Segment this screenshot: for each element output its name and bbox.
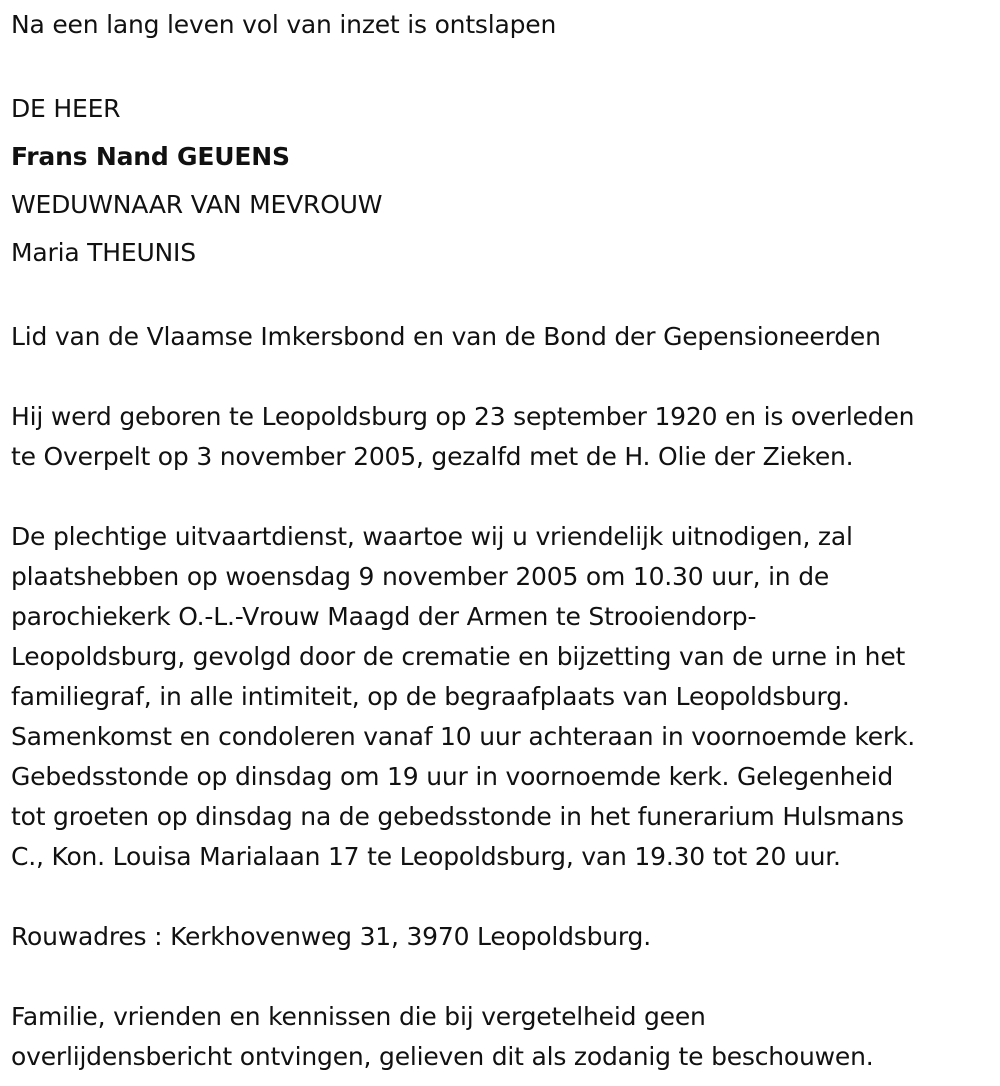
paragraph-line: overlijdensbericht ontvingen, gelieven dit als zodanig te beschouwen. (11, 1042, 874, 1071)
paragraph-line: plaatshebben op woensdag 9 november 2005 om 10.30 uur, in de (11, 562, 830, 591)
paragraph-line: familiegraf, in alle intimiteit, op de begraafplaats van Leopoldsburg. (11, 682, 850, 711)
funeral-service-paragraph (11, 517, 996, 877)
title-prefix: DE HEER (11, 94, 121, 123)
spacer (11, 477, 996, 517)
spacer (11, 957, 996, 997)
spacer (11, 277, 996, 317)
paragraph-line: parochiekerk O.-L.-Vrouw Maagd der Armen te Strooiendorp- (11, 602, 757, 631)
birth-death-paragraph (11, 397, 996, 477)
obituary-notice (11, 5, 996, 1077)
relation-label: WEDUWNAAR VAN MEVROUW (11, 190, 383, 219)
paragraph-line: tot groeten op dinsdag na de gebedsstonde in het funerarium Hulsmans (11, 802, 904, 831)
mourning-address: Rouwadres : Kerkhovenweg 31, 3970 Leopoldsburg. (11, 922, 651, 951)
spacer (11, 357, 996, 397)
intro-text: Na een lang leven vol van inzet is ontslapen (11, 10, 557, 39)
paragraph-line: Hij werd geboren te Leopoldsburg op 23 september 1920 en is overleden (11, 402, 915, 431)
membership-text: Lid van de Vlaamse Imkersbond en van de Bond der Gepensioneerden (11, 322, 881, 351)
closing-paragraph (11, 997, 996, 1077)
paragraph-line: C., Kon. Louisa Marialaan 17 te Leopoldsburg, van 19.30 tot 20 uur. (11, 842, 841, 871)
spacer (11, 45, 996, 85)
deceased-name: Frans Nand GEUENS (11, 142, 290, 171)
spacer (11, 877, 996, 917)
paragraph-line: te Overpelt op 3 november 2005, gezalfd met de H. Olie der Zieken. (11, 442, 854, 471)
paragraph-line: Familie, vrienden en kennissen die bij vergetelheid geen (11, 1002, 706, 1031)
paragraph-line: Samenkomst en condoleren vanaf 10 uur achteraan in voornoemde kerk. (11, 722, 916, 751)
paragraph-line: De plechtige uitvaartdienst, waartoe wij u vriendelijk uitnodigen, zal (11, 522, 853, 551)
paragraph-line: Leopoldsburg, gevolgd door de crematie en bijzetting van de urne in het (11, 642, 906, 671)
spouse-name: Maria THEUNIS (11, 238, 196, 267)
paragraph-line: Gebedsstonde op dinsdag om 19 uur in voornoemde kerk. Gelegenheid (11, 762, 893, 791)
